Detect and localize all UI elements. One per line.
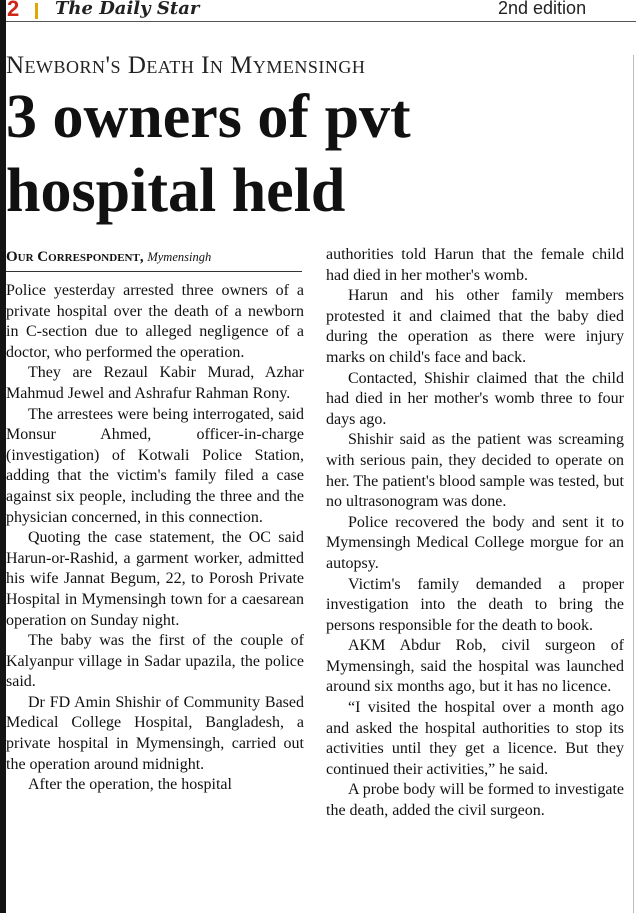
article-column-1 <box>6 281 304 796</box>
paragraph: “I visited the hospital over a month ago and asked the hospital authorities to stop its activities until they get a licence. But they continued their activities,” he said. <box>326 699 624 778</box>
byline-name: Our Correspondent, <box>6 249 144 265</box>
article-column-2 <box>326 245 624 822</box>
right-column-rule <box>633 55 634 913</box>
paragraph: After the operation, the hospital <box>28 776 232 794</box>
paragraph: A probe body will be formed to investigate the death, added the civil surgeon. <box>326 781 624 820</box>
paragraph: Police recovered the body and sent it to Mymensingh Medical College morgue for an autopsy. <box>326 513 624 572</box>
header-separator <box>35 3 38 19</box>
byline-location: Mymensingh <box>147 250 212 264</box>
paragraph: Quoting the case statement, the OC said Harun-or-Rashid, a garment worker, admitted his wife Jannat Begum, 22, to Porosh Private Hospital in Mymensingh town for a caesarean operation on Sunday night. <box>6 529 304 629</box>
paragraph: They are Rezaul Kabir Murad, Azhar Mahmud Jewel and Ashrafur Rahman Rony. <box>6 364 304 402</box>
header-rule <box>6 21 636 22</box>
paragraph: Shishir said as the patient was screaming with serious pain, they decided to operate on her. The patient's blood sample was tested, but no ultrasonogram was done. <box>326 431 624 511</box>
paragraph: authorities told Harun that the female child had died in her mother's womb. <box>326 246 624 284</box>
edition-label: 2nd edition <box>498 0 587 18</box>
article-headline: 3 owners of pvt hospital held <box>6 83 411 225</box>
paragraph: The baby was the first of the couple of Kalyanpur village in Sadar upazila, the police said. <box>6 632 304 691</box>
byline-rule <box>6 271 302 272</box>
paragraph: The arrestees were being interrogated, said Monsur Ahmed, officer-in-charge (investigation) of Kotwali Police Station, adding that the victim's family filed a case against six people, including the three and the physician concerned, in this connection. <box>6 405 304 526</box>
paragraph: Dr FD Amin Shishir of Community Based Medical College Hospital, Bangladesh, a private hospital in Mymensingh, carried out the operation around midnight. <box>6 693 304 773</box>
paragraph: Police yesterday arrested three owners of a private hospital over the death of a newborn in C-section due to alleged negligence of a doctor, who performed the operation. <box>6 282 304 361</box>
paragraph: AKM Abdur Rob, civil surgeon of Mymensingh, said the hospital was launched around six months ago, but it has no licence. <box>326 637 624 696</box>
byline <box>6 247 302 267</box>
paragraph: Harun and his other family members protested it and claimed that the baby died during the operation as there were injury marks on child's face and back. <box>326 287 624 366</box>
page-number: 2 <box>7 0 20 21</box>
article-kicker: Newborn's Death In Mymensingh <box>6 52 366 79</box>
paragraph: Contacted, Shishir claimed that the child had died in her mother's womb three to four days ago. <box>326 369 624 428</box>
paragraph: Victim's family demanded a proper investigation into the death to bring the persons responsible for the death to book. <box>326 575 624 634</box>
masthead-logo: The Daily Star <box>55 0 200 19</box>
